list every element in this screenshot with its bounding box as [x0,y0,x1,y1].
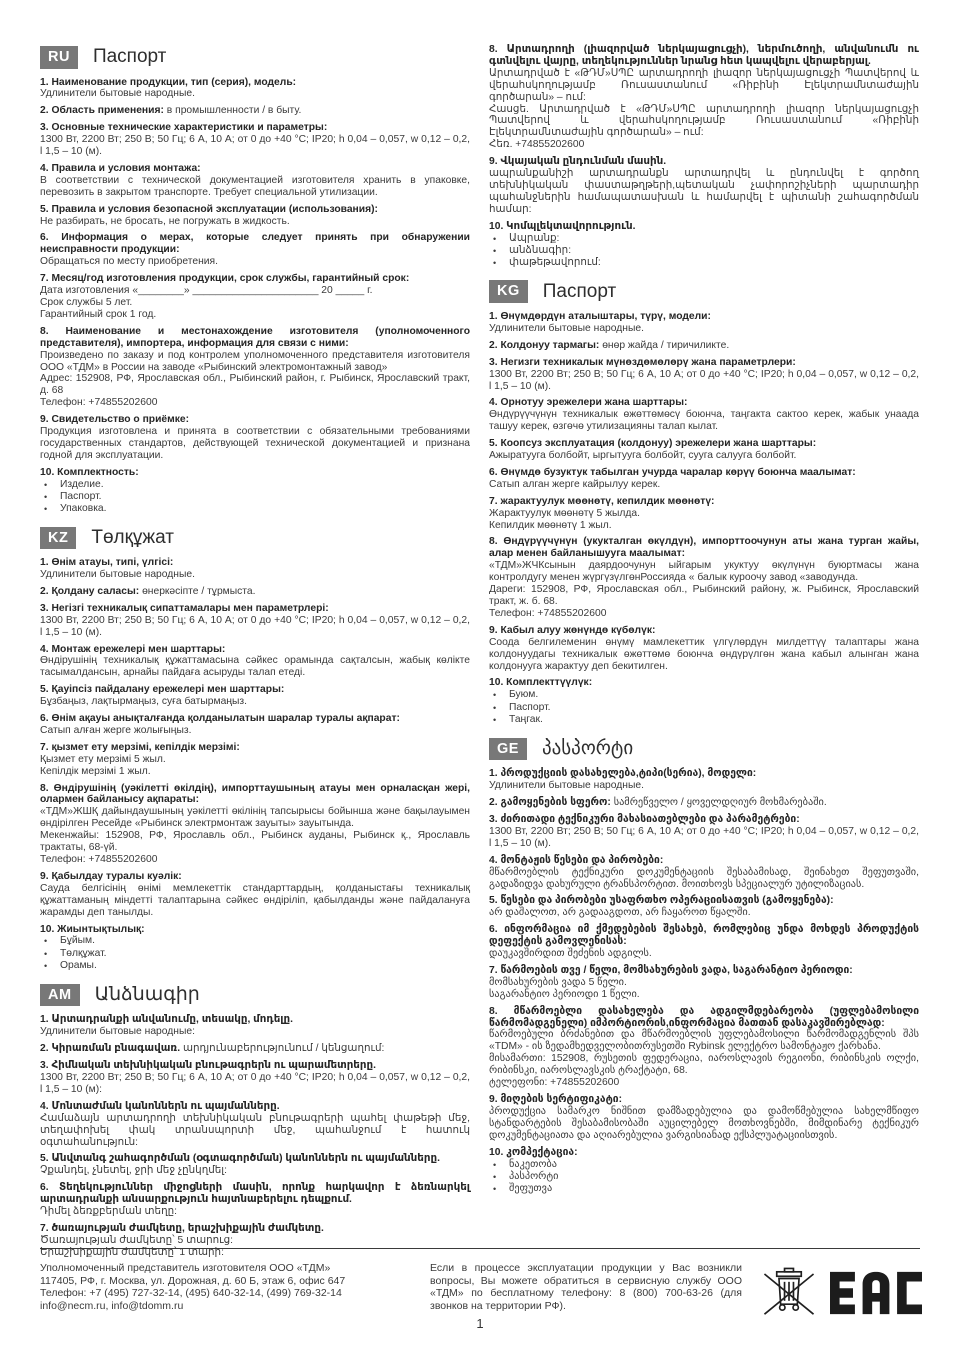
item-text: 1300 Вт, 2200 Вт; 250 В; 50 Гц; 6 А, 10 А; от 0 до +40 °С; IP20; h 0,04 – 0,057, w 0,12 – 0,2, l 1,5 – 10 (м). [40,134,470,158]
footer-service-block: Если в процессе эксплуатации продукции у Вас возникли вопросы, Вы можете обратиться в сервисную службу ООО «ТДМ» по бесплатному телефону: 8 (800) 700-63-26 (для звонков на территории РФ). [430,1262,742,1312]
passport-item [40,1060,470,1096]
section-am-continued [489,44,919,269]
item-text: Сатып алған жерге жолығыңыз. [40,724,192,736]
item-text: Հեռ. +74855202600 [489,139,585,151]
item-text: Адрес: 152908, РФ, Ярославская обл., Рыбинский район, г. Рыбинск, Ярославский тракт, д. 68 [40,373,470,397]
item-text: Удлинители бытовые народные. [40,568,195,580]
passport-item [489,397,919,433]
item-text: В соответствии с технической документацией изготовителя хранить в упаковке, перевозить в закрытом транспорте. Требует специальной утилизации. [40,174,470,198]
item-heading: 10. Կոմպլեկտավորություն. [489,220,636,232]
item-heading: 2. Կիրառման բնագավառ. [40,1043,181,1055]
language-badge-ge [489,738,527,761]
passport-item [489,340,919,352]
item-heading: 1. Өнім атауы, типі, үлгісі: [40,557,174,569]
item-text: «ТДМ»ЖШҚ дайындаушының уәкілетті өкілінің тапсырысы бойынша және бақылауымен өндірілген Ресейде «Рыбинск электрмонтаж зауыты» зауытында. [40,806,470,830]
passport-item [489,357,919,393]
passport-item [489,311,919,335]
item-text: Қызмет ету мерзімі 5 жыл. [40,753,166,765]
item-heading: 5. Անվտանգ շահագործման (օգտագործման) կանոններն ու պայմանները. [40,1153,440,1165]
item-heading: 9. Վկայական ընդունման մասին. [489,156,667,168]
item-heading: 2. გამოყენების სფერო: [489,797,611,809]
item-heading: 7. ծառայության ժամկետը, երաշխիքային ժամկետը. [40,1222,324,1234]
item-heading: 6. Өнүмдө бузуктук табылган учурда чаралар көрүү боюнча маалымат: [489,466,856,478]
item-heading: 4. Монтаж ережелері мен шарттары: [40,643,226,655]
item-text: Արտադրված է «ԹԴՄ»ՍՊԸ արտադրողի լիազոր ներկայացուցչի Պատվերով և վերահսկողությամբ Ռուսաստանում «Ռիբինի Էլեկտրամնտաժային գործարան» – ում: [489,67,919,103]
item-bullet-list [40,935,470,972]
passport-item [40,232,470,268]
bullet-item: • Буюм. [489,689,919,701]
item-inline-text: სამრეწველო / ყოველდღიურ მოხმარებაში. [613,797,827,809]
item-heading: 3. Негізгі техникалық сипаттамалары мен параметрлері: [40,602,329,614]
item-text: Телефон: +74855202600 [489,607,607,619]
bullet-item: • Төлқұжат. [40,948,470,960]
item-heading: 10. Жиынтықтылық: [40,923,145,935]
item-heading: 1. პროდუქციის დასახელება,ტიპი(სერია), მოდელი: [489,768,757,780]
section-am [40,983,470,1258]
item-text: Сауда белгісінің өнімі мемлекеттік стандарттардың, қолданыстағы техникалық құжаттаманың міндетті талаптарына сәйкес өндіріліп, қабылданды және пайдалануға жарамды деп танылды. [40,882,470,918]
passport-item [489,965,919,1001]
item-text: Չքանդել, չնետել, ջրի մեջ չընկղմել: [40,1165,227,1177]
footer-representative-block [40,1262,412,1312]
item-heading: 7. წარმოების თვე / წელი, მომსახურების ვადა, საგარანტიო პერიოდი: [489,964,853,976]
left-column [40,44,470,1270]
item-heading: 5. Қауіпсіз пайдалану ережелері мен шарттары: [40,684,285,696]
passport-item [489,768,919,792]
passport-item [40,1014,470,1038]
item-heading: 6. Տեղեկություններ միջոցների մասին, որոնք հարկավոր է ձեռնարկել արտադրանքի անսարքություն հայտնաբերելու դեպքում. [40,1182,470,1206]
item-text: Не разбирать, не бросать, не погружать в жидкость. [40,215,290,227]
passport-item [40,1223,470,1259]
content-columns [40,44,920,1270]
item-text: საგარანტიო პერიოდი 1 წელი. [489,988,640,1000]
bullet-item: • Ապրանք: [489,233,919,245]
item-heading: 6. Информация о мерах, которые следует принять при обнаружении неисправности продукции: [40,232,470,256]
item-heading: 9. Свидетельство о приёмке: [40,414,190,426]
right-column [489,44,919,1270]
passport-item [40,1182,470,1218]
item-text: Телефон: +74855202600 [40,854,158,866]
item-heading: 4. Орнотуу эрежелери жана шарттары: [489,397,688,409]
section-ru [40,46,470,516]
passport-item [40,644,470,680]
passport-item [489,855,919,891]
language-badge-kg [489,280,528,303]
passport-item [40,326,470,409]
item-text: Дареги: 152908, РФ, Ярославская обл., Рыбинский району, ж. Рыбинск, Ярославский тракт, ж. б. 68. [489,584,919,608]
passport-item [40,783,470,866]
bullet-item: • փաթեթավորում: [489,257,919,269]
item-heading: 1. Өнүмдөрдүн аталыштары, түрү, модели: [489,310,711,322]
passport-item [40,557,470,581]
item-text: Кепилдик мөөнөтү 1 жыл. [489,519,612,531]
section-header [489,737,919,760]
item-text: 1300 Вт, 2200 Вт; 250 В; 50 Гц; 6 А, 10 А; от 0 до +40 °С; IP20; h 0,04 – 0,057, w 0,12 – 0,2, l 1,5 – 10 (м). [489,368,919,392]
item-heading: 5. Коопсуз эксплуатация (колдонуу) эрежелери жана шарттары: [489,438,817,450]
passport-item [489,1006,919,1089]
passport-item [489,44,919,151]
passport-item [40,467,470,516]
item-heading: 6. Өнім ақауы анықталғанда қолданылатын шаралар туралы ақпарат: [40,713,400,725]
section-title: Անձնագիր [94,984,200,1006]
passport-item [40,603,470,639]
passport-item [489,625,919,673]
item-heading: 3. Основные технические характеристики и параметры: [40,122,328,134]
item-heading: 7. жарактуулук мөөнөтү, кепилдик мөөнөтү: [489,495,715,507]
bullet-item: • Орамы. [40,960,470,972]
item-text: Удлинители бытовые народные: [40,1026,195,1038]
item-text: Произведено по заказу и под контролем уполномоченного представителя изготовителя ООО «ТДМ» в России на заводе «Рыбинский электромонтажный завод» [40,349,470,373]
item-heading: 9. Қабылдау туралы куәлік: [40,870,182,882]
item-text: მწარმოებლის ტექნიკური დოკუმენტაციის შესაბამისად, შეინახეთ შეფუთვაში, გადაზიდვა დახურული ტრანსპორტით. მოითხოვს სპეციალურ უტილიზაციას. [489,866,919,890]
passport-item [40,414,470,462]
language-code: RU [48,49,70,65]
section-kz [40,527,470,973]
item-text: პროდუქცია სამარკო ნიშნით დამზადებულია და დამოწმებულია სახელმწიფო სტანდარტების შესაბამისობაში აუცილებელ მოთხოვნებში, მიმდინარე ტექნიკურ დოკუმენტაციათა და აღიარებულია ვარგისიანად ექსპლუატაციისთვის. [489,1105,919,1141]
item-heading: 7. қызмет ету мерзімі, кепілдік мерзімі: [40,741,240,753]
item-text: 1300 Вт, 2200 Вт; 250 В; 50 Гц; 6 А, 10 А; от 0 до +40 °С; IP20; h 0,04 – 0,057, w 0,12 – 0,2, l 1,5 – 10 (м). [40,614,470,638]
item-heading: 5. Правила и условия безопасной эксплуатации (использования): [40,203,378,215]
language-badge-ru [40,46,78,69]
item-text: Ажыратууга болбойт, ыргытууга болбойт, сууга салууга болбойт. [489,450,797,462]
eac-conformity-mark-icon [830,1271,922,1320]
passport-item [40,871,470,919]
item-text: Гарантийный срок 1 год. [40,308,157,320]
passport-item [489,895,919,919]
passport-item [489,797,919,809]
section-header [489,280,919,303]
item-text: არ დაშალოთ, არ გადააგდოთ, არ ჩაყაროთ წყალში. [489,907,751,919]
item-text: Ծառայության ժամկետը՝ 5 տարուց: [40,1234,234,1246]
footer-line: info@necm.ru, info@tdomm.ru [40,1299,184,1312]
bullet-item: • პასპორტი [489,1171,919,1183]
item-text: დაუკავშირდით შეძენის ადგილს. [489,948,652,960]
passport-item [40,163,470,199]
item-heading: 6. ინფორმაცია იმ ქმედებების შესახებ, რომლებიც უნდა მოხდეს პროდუქტის დეფექტის გამოვლენისას: [489,924,919,948]
item-text: Дата изготовления «________» ______________________ 20 _____ г. [40,285,373,297]
item-heading: 2. Қолдану саласы: [40,585,140,597]
item-text: Өндірушінің техникалық құжаттамасына сәйкес орамында сақталсын, жабық көлікте тасымалдансын, арнайы пайдаға асыруды талап етеді. [40,655,470,679]
language-badge-am [40,984,80,1007]
language-code: AM [48,986,72,1003]
passport-item [489,221,919,270]
passport-item [40,1101,470,1149]
footer-line: Телефон: +7 (495) 727-32-14, (495) 640-32-14, (499) 769-32-14 [40,1287,342,1300]
item-text: Срок службы 5 лет. [40,297,133,308]
item-bullet-list [489,689,919,726]
language-code: GE [497,740,519,757]
passport-item [489,496,919,532]
item-text: Երաշխիքային ժամկետը՝ 1 տարի: [40,1246,224,1258]
item-text: ապրանքանիշի արտադրանքն արտադրվել և ընդունվել է գործող տեխնիկական փաստաթղթերի,պետական չափորոշիչների պարտադիր պահանջներին համապատասխան և համարվել է պիտանի շահագործման համար: [489,168,919,215]
item-heading: 5. წესები და პირობები უსაფრთხო ოპერაციისათვის (გამოყენება): [489,895,834,907]
item-heading: 2. Колдонуу тармагы: [489,339,600,351]
footer-line: Уполномоченный представитель изготовителя ООО «ТДМ» [40,1262,331,1274]
passport-item [489,677,919,726]
passport-item [40,273,470,321]
language-code: KZ [48,529,69,546]
item-text: Бұзбаңыз, лақтырмаңыз, суға батырмаңыз. [40,696,247,708]
bullet-item: • ნაკეთობა [489,1159,919,1171]
item-heading: 10. Комплектность: [40,466,139,478]
passport-item [489,156,919,216]
item-text: Өндүрүүчүнүн техникалык өжөттөмөсү боюнча, таңгакта сактоо керек, жабык унаада ташуу керек, өзгөчө утилизацияны талап кылат. [489,409,919,433]
item-bullet-list [489,233,919,270]
page-number: 1 [476,1316,484,1331]
passport-item [40,204,470,228]
item-heading: 4. Մոնտաժման կանոններն ու պայմանները. [40,1100,280,1112]
passport-item [489,467,919,491]
section-header [40,46,470,69]
item-text: წარმოებული ბრძანებით და მწარმოებლის უფლებამოსილი წარმომადგენლის შპს «TDM» - ის ზედამხედველობითრუსეთში Rybinsk ელექტრო სამონტაჟო ქარხანა. [489,1029,919,1053]
item-text: 1300 Вт, 2200 Вт; 250 В; 50 Гц; 6 А, 10 А; от 0 до +40 °С; IP20; h 0,04 – 0,057, w 0,12 – 0,2, l 1,5 – 10 (м). [489,825,919,849]
item-heading: 8. Արտադրողի (լիազորված ներկայացուցչի), ներմուծողի, անվանումն ու գտնվելու վայրը, տեղեկություններ նրանց հետ կապվելու վերաբերյալ. [489,44,919,67]
bullet-item: • შეფუთვა [489,1183,919,1195]
bullet-item: • Паспорт. [489,702,919,714]
passport-item [40,77,470,101]
section-title: Паспорт [542,280,617,302]
section-header [40,983,470,1006]
item-heading: 7. Месяц/год изготовления продукции, срок службы, гарантийный срок: [40,273,410,285]
passport-item [489,924,919,960]
passport-item [489,438,919,462]
item-text: Кепілдік мерзімі 1 жыл. [40,765,151,777]
item-heading: 8. მწარმოებლი დასახელება და ადგილმდებარეობა (უფლებამოსილი წარმომადგენელი) იმპორტიორის,ინფორმაცია მათთან დასაკავშირებლად: [489,1005,919,1029]
item-text: Դիմել ձեռքբերման տեղը: [40,1206,177,1218]
passport-item [40,105,470,117]
item-heading: 8. Өндүрүүчүнүн (укукталган өкүлдүн), импорттоочунун аты жана турган жайы, алар менен байланышууга маалымат: [489,536,919,560]
item-text: Обращаться по месту приобретения. [40,256,218,268]
item-text: მომსახურების ვადა 5 წელი. [489,976,627,988]
item-heading: 10. კომპექტაცია: [489,1146,578,1158]
item-heading: 3. Негизги техникалык мүнөздөмөлөрү жана параметрлери: [489,356,796,368]
item-text: Հասցե. Արտադրված է «ԹԴՄ»ՍՊԸ արտադրողի լիազոր ներկայացուցչի Պատվերով և վերահսկողությամբ Ռուսաստանում «Ռիբինի Էլեկտրամնտաժային գործարան» – ում: [489,103,919,139]
item-inline-text: в промышленности / в быту. [166,105,302,117]
item-inline-text: արդյունաբերությունում / կենցաղում: [182,1043,385,1055]
passport-item [489,1147,919,1196]
item-text: Телефон: +74855202600 [40,397,158,409]
item-heading: 4. Правила и условия монтажа: [40,162,201,174]
bullet-item: • Упаковка. [40,503,470,515]
item-text: ტელეფონი: +74855202600 [489,1077,620,1089]
bullet-item: • Изделие. [40,479,470,491]
passport-item [40,924,470,973]
section-header [40,527,470,550]
section-ge [489,737,919,1195]
item-text: Продукция изготовлена и принята в соответствии с обязательными требованиями государственных стандартов, действующей технической документацией и признана годной для эксплуатации. [40,426,470,461]
item-heading: 1. Наименование продукции, тип (серия), модель: [40,76,297,88]
section-title: Төлқұжат [91,526,174,548]
item-text: 1300 Вт, 2200 Вт; 250 В; 50 Гц; 6 А, 10 А; от 0 до +40 °С; IP20; h 0,04 – 0,057, w 0,12 – 0,2, l 1,5 – 10 (м): [40,1071,470,1095]
item-text: Сатып алган жерге кайрылуу керек. [489,478,661,490]
item-heading: 1. Արտադրանքի անվանումը, տեսակը, մոդելը. [40,1014,293,1026]
item-bullet-list [40,479,470,516]
item-heading: 8. Өндірушінің (уәкілетті өкілдің), импорттаушының атауы мен орналасқан жері, олармен байланысу ақпараты: [40,782,470,806]
passport-item [40,684,470,708]
item-text: Համաձայն արտադրողի տեխնիկական բնութագրերի պահել փաթեթի մեջ, տեղափոխել փակ տրանսպորտի մեջ, պահանջում է հատուկ օգտահանություն: [40,1112,470,1148]
item-text: Соода белгилеменин өнүмү мамлекеттик үлгүлөрдүн милдеттүү талаптары жана колдонуудагы техникалык өжөттөмө боюнча өндүрүлгөн жана кабыл алынган жана колдонууга жарактуу деп бекитилген. [489,636,919,672]
section-kg [489,280,919,726]
section-title: Паспорт [92,46,167,68]
language-code: KG [497,283,520,300]
bullet-item: • Паспорт. [40,491,470,503]
item-heading: 3. Հիմնական տեխնիկական բնութագրերն ու պարամետրերը. [40,1060,377,1072]
section-title: პასპორტი [541,738,634,760]
item-heading: 2. Область применения: [40,105,164,117]
bullet-item: • Таңгак. [489,714,919,726]
item-heading: 4. მონტაჟის წესები და პირობები: [489,854,664,866]
item-inline-text: өнөр жайда / тиричиликте. [602,339,730,351]
passport-item [489,536,919,619]
item-text: «ТДМ»ЖЧКсынын даярдоочунун ыйгарым укуктуу өкүлүнүн буюртмасы жана контролдугу менен жүргүзүлгөнРоссияда « балык куроочу завод «заводунда. [489,560,919,584]
passport-item [40,122,470,158]
passport-item [40,1043,470,1055]
item-text: Мекенжайы: 152908, РФ, Ярославль обл., Рыбинск ауданы, Рыбинск қ., Ярославль трактаты, 68-үй. [40,830,470,854]
item-heading: 8. Наименование и местонахождение изготовителя (уполномоченного представителя), импортера, информация для связи с ними: [40,325,470,349]
footer-divider [40,1248,920,1249]
passport-item [40,713,470,737]
item-text: Жарактуулук мөөнөтү 5 жылда. [489,507,640,519]
bullet-item: • Бұйым. [40,935,470,947]
passport-item [489,1094,919,1142]
item-text: მისამართი: 152908, რუსეთის ფედერაცია, იაროსლავის რეგიონი, რიბინსკის ოლქი, რიბინსკი, იაროსლავსკის ტრაქტატი, 68. [489,1053,919,1077]
item-heading: 9. Кабыл алуу жөнүндө күбөлүк: [489,624,656,636]
passport-item [40,742,470,778]
item-inline-text: өнеркәсіпте / тұрмыста. [142,585,256,597]
item-bullet-list [489,1159,919,1196]
footer-line: 117405, РФ, г. Москва, ул. Дорожная, д. 60 Б, этаж 6, офис 647 [40,1274,346,1287]
language-badge-kz [40,527,76,550]
item-heading: 9. მიღების სერტიფიკატი: [489,1094,623,1105]
passport-item [40,586,470,598]
bullet-item: • անձնագիր: [489,245,919,257]
item-heading: 3. ძირითადი ტექნიკური მახასიათებლები და პარამეტრები: [489,813,800,825]
item-heading: 10. Комплекттүүлүк: [489,677,593,689]
passport-item [40,1153,470,1177]
item-text: Удлинители бытовые народные. [489,780,644,792]
item-text: Удлинители бытовые народные. [489,322,644,334]
passport-item [489,814,919,850]
item-text: Удлинители бытовые народные. [40,88,195,100]
